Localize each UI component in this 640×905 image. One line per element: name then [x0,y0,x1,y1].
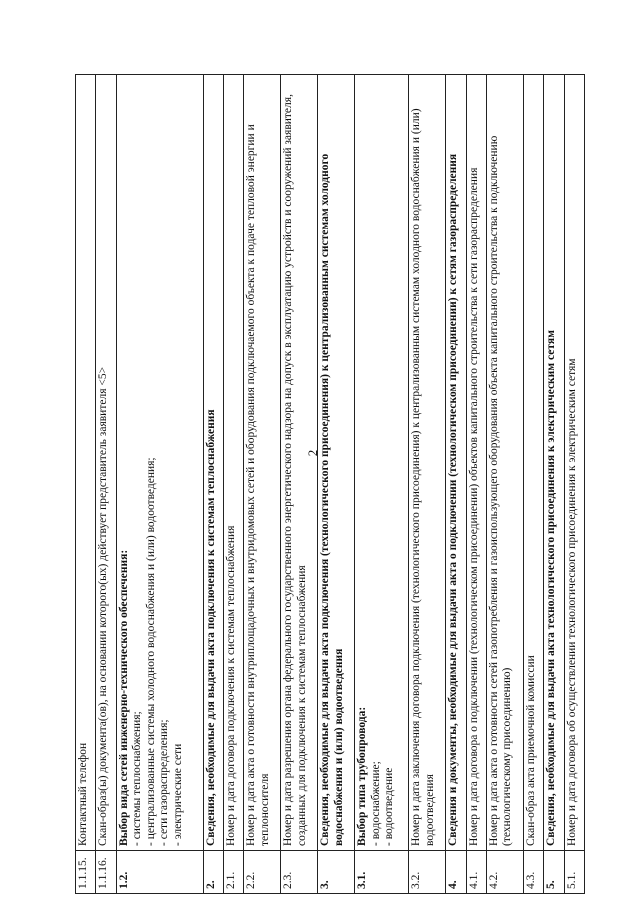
row-number: 2.2. [244,851,281,894]
row-line: Сведения и документы, необходимые для выдачи акта о подключении (технологическом присоединении) к сетям газораспределения [447,153,460,846]
row-text [466,75,486,851]
table-row [486,75,523,894]
row-line: - водоотведение [383,767,396,846]
table-row [318,75,355,894]
row-line: - электрические сети [171,743,184,846]
row-line: Контактный телефон [77,742,89,846]
row-line: Выбор вида сетей инженерно-технического обеспечения: [117,549,130,846]
table-row [409,75,446,894]
row-number: 4. [446,851,466,894]
row-text [96,75,116,851]
row-line: Номер и дата договора о подключении (технологическом присоединении) объектов капитального строительства к сети газораспределения [467,167,480,846]
row-text [355,75,409,851]
row-line: Сведения, необходимые для выдачи акта подключения (технологического присоединения) к централизованным системам холодного водоснабжения и (или) водоотведения [319,153,345,846]
table-row [116,75,203,894]
row-text [544,75,564,851]
row-text [486,75,523,851]
row-text [523,75,543,851]
row-line: Номер и дата акта о готовности внутриплощадочных и внутридомовых сетей и оборудования подключаемого объекта к подаче тепловой энергии и теплоносителя [245,124,271,846]
row-line: - системы теплоснабжения; [131,711,144,846]
row-line: - сети газораспределения; [158,719,171,846]
table-row [466,75,486,894]
table-row [564,75,584,894]
row-number: 1.1.15. [76,851,96,894]
requirements-table [75,74,585,894]
table-row [244,75,281,894]
row-number: 4.1. [466,851,486,894]
row-text [281,75,318,851]
row-number: 1.1.16. [96,851,116,894]
row-line: Номер и дата акта о готовности сетей газопотребления и газоиспользующего оборудования объекта капитального строительства к подключению (технологическому присоединению) [487,135,514,846]
table-row [446,75,466,894]
row-number: 1.2. [116,851,203,894]
row-line: Сведения, необходимые для выдачи акта технологического присоединения к электрическим сетям [545,330,558,846]
row-text [224,75,244,851]
row-number: 2. [203,851,223,894]
row-line: Скан-образ(ы) документа(ов), на основании которого(ых) действует представитель заявителя <5> [97,366,110,846]
table-row [76,75,96,894]
table-row [203,75,223,894]
row-text [564,75,584,851]
table-row [96,75,116,894]
row-text [76,75,96,851]
row-text [409,75,446,851]
row-number: 3.1. [355,851,409,894]
table-row [355,75,409,894]
row-line: Номер и дата разрешения органа федерального государственного энергетического надзора на допуск в эксплуатацию устройств и сооружений заявителя, созданных для подключения к системам теплоснабжения [282,94,308,846]
row-text [446,75,466,851]
row-text [116,75,203,851]
row-number: 3. [318,851,355,894]
row-line: Номер и дата договора об осуществлении технологического присоединения к электрическим сетям [565,358,578,846]
table-row [544,75,564,894]
row-number: 3.2. [409,851,446,894]
row-number: 2.3. [281,851,318,894]
row-line: - водоснабжение; [369,761,382,846]
row-line: - централизованные системы холодного водоснабжения и (или) водоотведения; [144,457,157,846]
row-text [244,75,281,851]
row-line: Скан-образ акта приемочной комиссии [524,655,537,846]
table-row [281,75,318,894]
row-text [318,75,355,851]
row-line: Сведения, необходимые для выдачи акта подключения к системам теплоснабжения [204,409,217,846]
row-line: Выбор типа трубопровода: [356,706,369,846]
row-number: 4.3. [523,851,543,894]
row-number: 2.1. [224,851,244,894]
row-line: Номер и дата заключения договора подключения (технологического присоединения) к централизованным системам холодного водоснабжения и (или) водоотведения [410,108,436,846]
row-number: 4.2. [486,851,523,894]
row-number: 5.1. [564,851,584,894]
page-number: 2 [305,449,320,457]
table-row [224,75,244,894]
row-text [203,75,223,851]
table-row [523,75,543,894]
row-line: Номер и дата договора подключения к системам теплоснабжения [225,525,238,846]
row-number: 5. [544,851,564,894]
